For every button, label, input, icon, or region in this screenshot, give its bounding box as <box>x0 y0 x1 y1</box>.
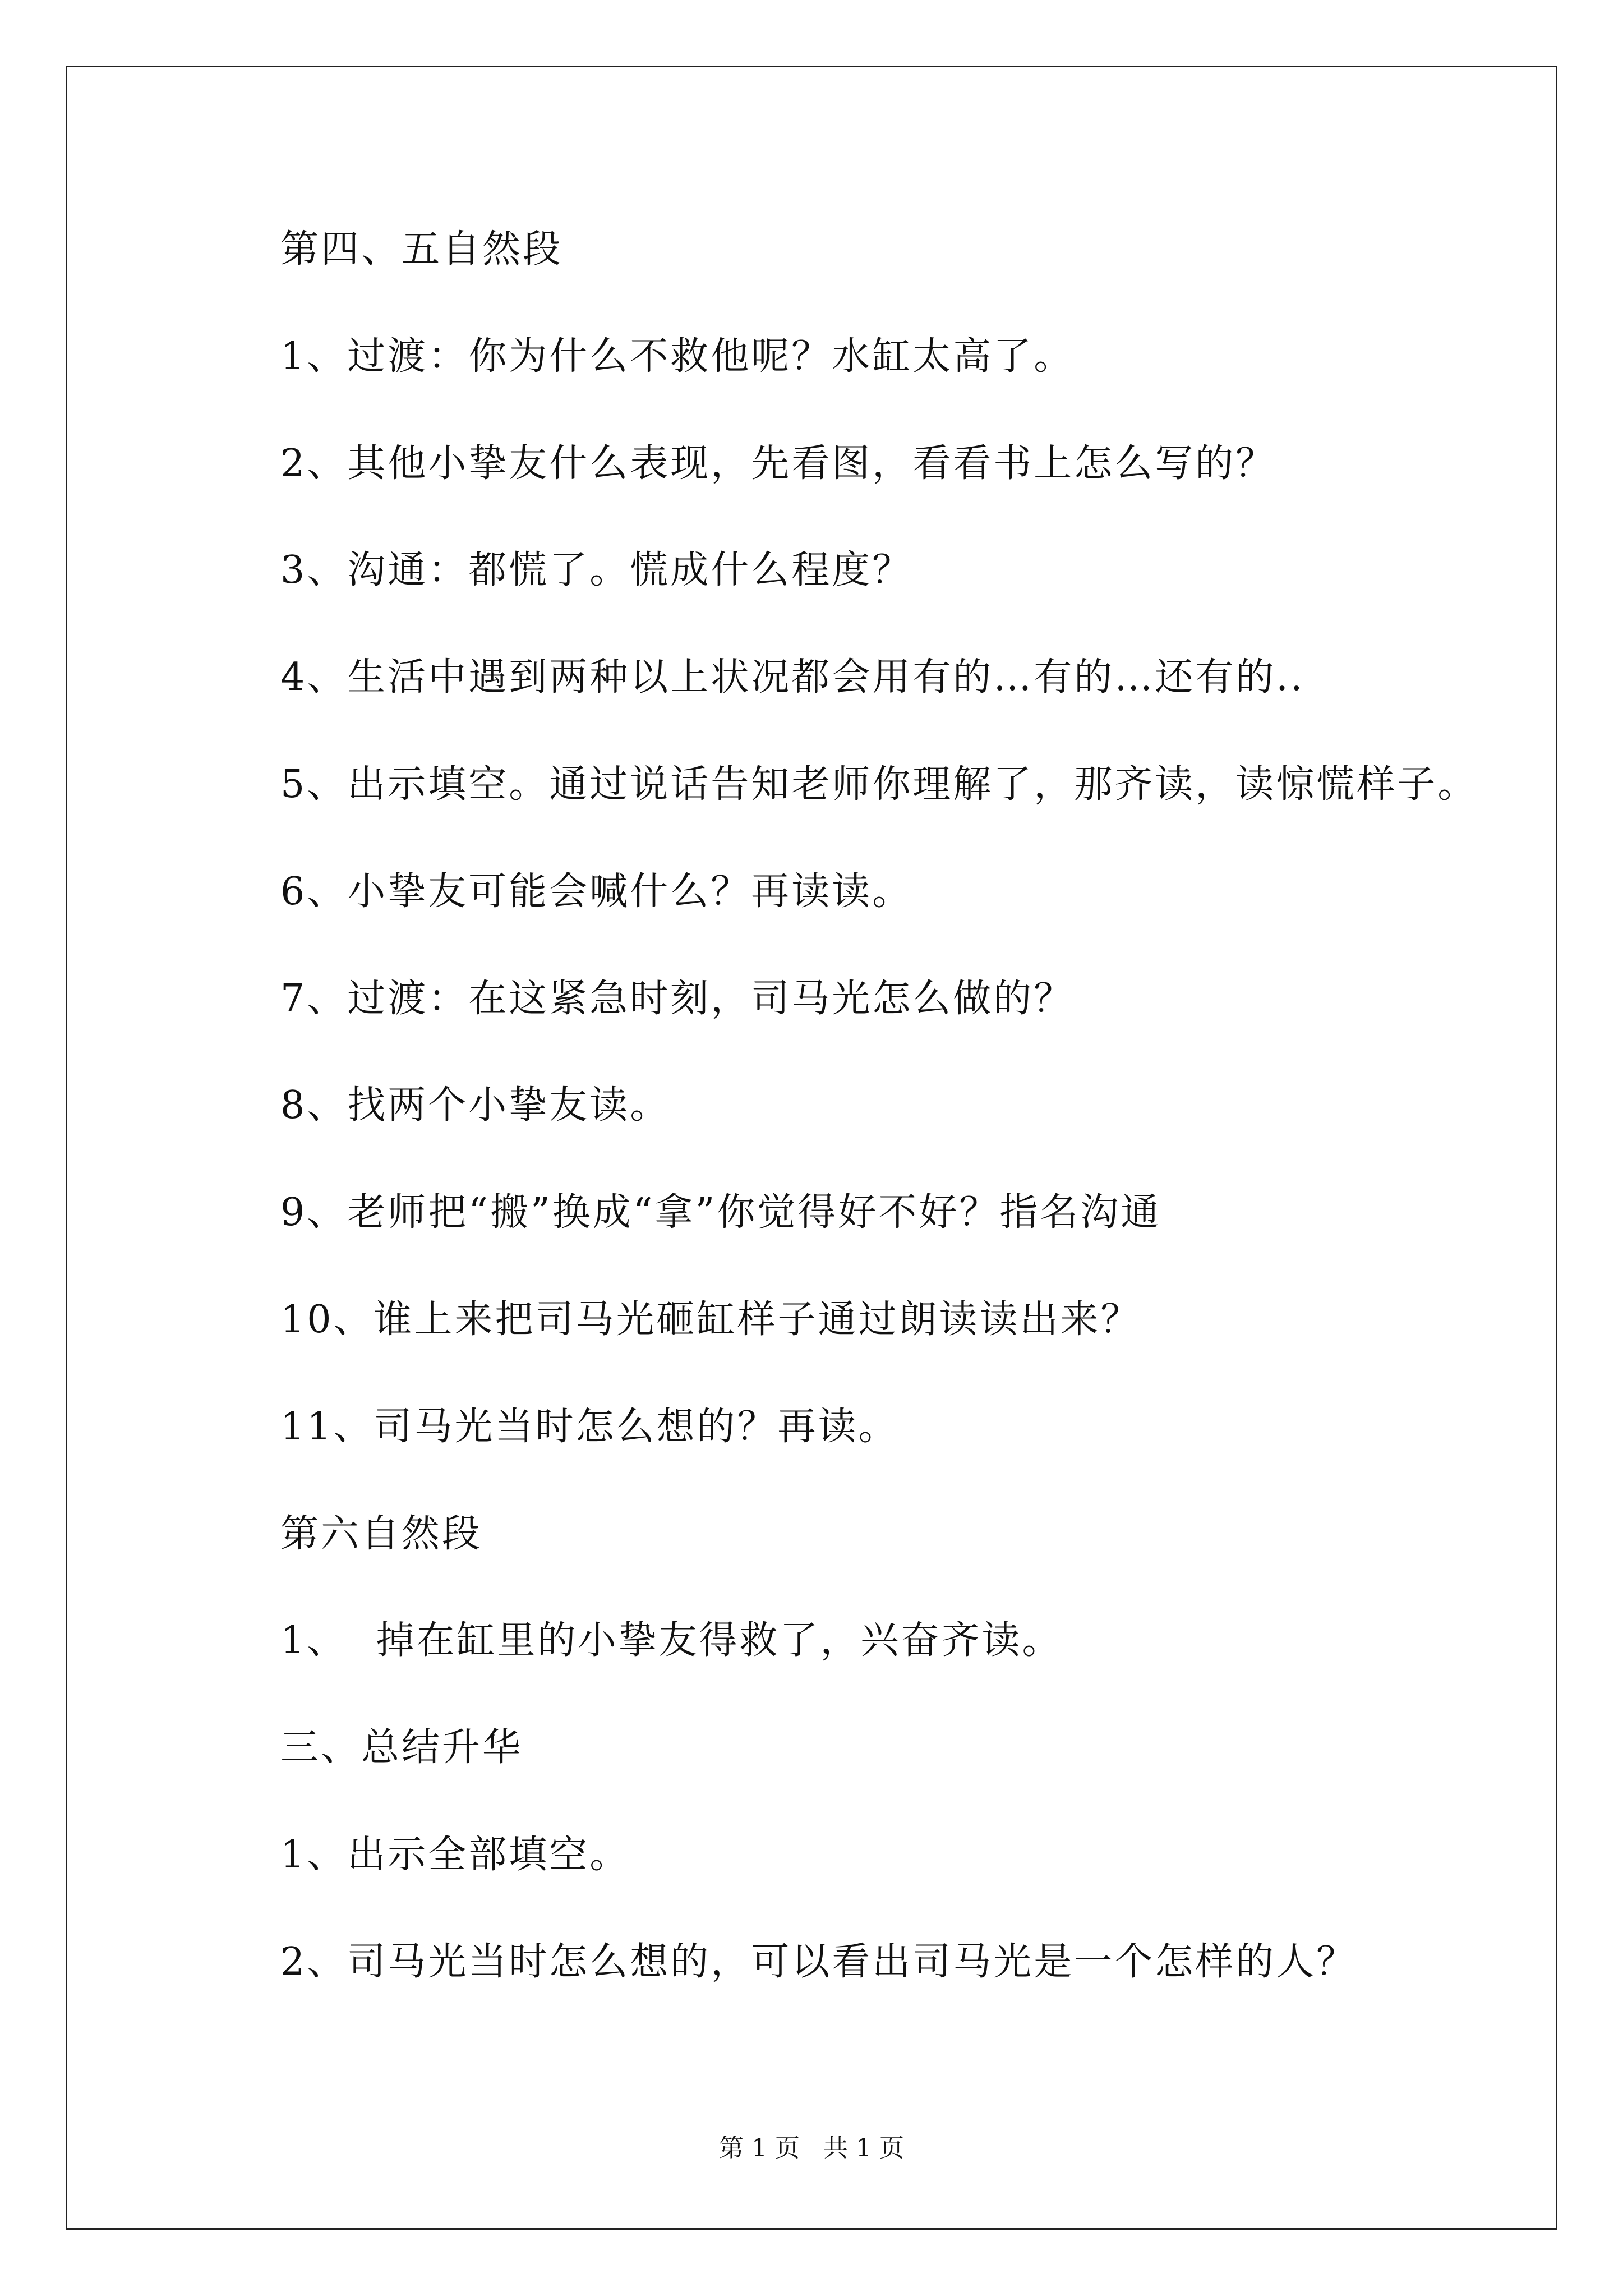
list-item: 1、 掉在缸里的小挚友得救了，兴奋齐读。 <box>280 1618 1063 1663</box>
list-item: 7、过渡：在这紧急时刻，司马光怎么做的？ <box>280 976 1075 1021</box>
list-item: 1、过渡：你为什么不救他呢？水缸太高了。 <box>280 334 1075 379</box>
list-item: 11、司马光当时怎么想的？再读。 <box>280 1404 899 1449</box>
section-heading-summary: 三、总结升华 <box>280 1726 523 1770</box>
list-item: 1、出示全部填空。 <box>280 1832 630 1877</box>
list-item: 5、出示填空。通过说话告知老师你理解了，那齐读，读惊慌样子。 <box>280 762 1478 807</box>
list-item: 9、老师把“搬”换成“拿”你觉得好不好？指名沟通 <box>280 1190 1161 1235</box>
section-heading-paragraph-6: 第六自然段 <box>280 1511 483 1556</box>
list-item: 6、小挚友可能会喊什么？再读读。 <box>280 869 913 914</box>
page-number-footer: 第 1 页 共 1 页 <box>719 2134 904 2162</box>
list-item: 4、生活中遇到两种以上状况都会用有的…有的…还有的.. <box>280 655 1305 700</box>
document-body <box>280 219 1514 2039</box>
list-item: 10、谁上来把司马光砸缸样子通过朗读读出来？ <box>280 1297 1141 1342</box>
list-item: 8、找两个小挚友读。 <box>280 1083 671 1128</box>
list-item: 3、沟通：都慌了。慌成什么程度？ <box>280 548 913 593</box>
list-item: 2、司马光当时怎么想的，可以看出司马光是一个怎样的人？ <box>280 1939 1357 1984</box>
section-heading-paragraphs-4-5: 第四、五自然段 <box>280 227 564 272</box>
list-item: 2、其他小挚友什么表现，先看图，看看书上怎么写的？ <box>280 441 1276 486</box>
